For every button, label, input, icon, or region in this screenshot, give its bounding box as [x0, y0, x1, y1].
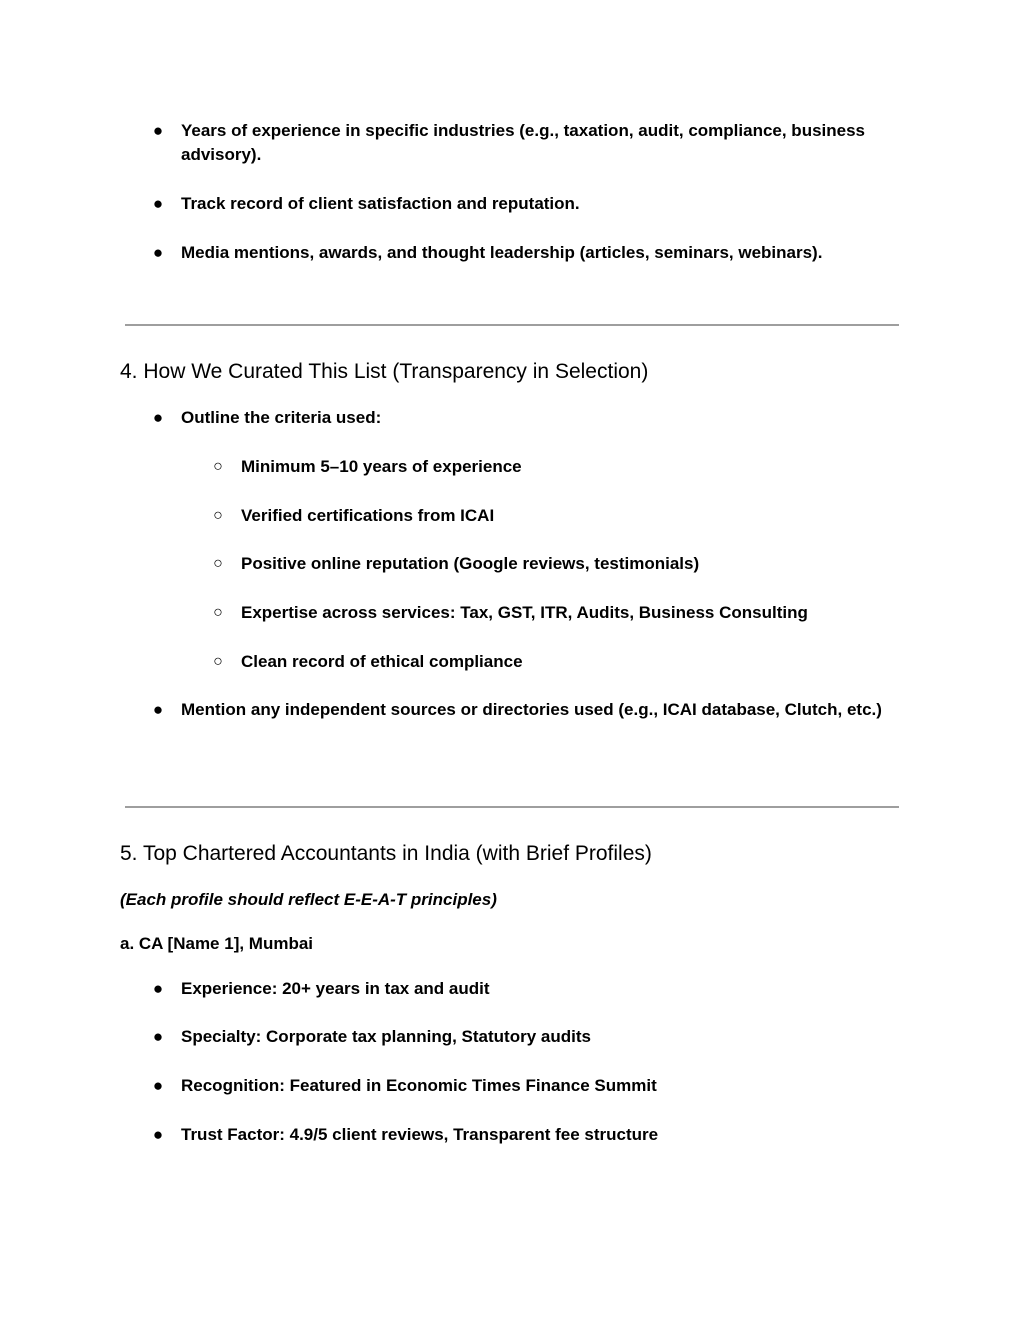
- hollow-bullet-icon: ○: [213, 555, 223, 572]
- bullet-icon: ●: [152, 700, 164, 719]
- list-item-text: Clean record of ethical compliance: [241, 652, 523, 671]
- bullet-icon: ●: [152, 1076, 164, 1095]
- list-item-text: Experience: 20+ years in tax and audit: [181, 979, 490, 998]
- list-item-text: Track record of client satisfaction and reputation.: [181, 194, 580, 213]
- section-note: (Each profile should reflect E-E-A-T principles): [120, 890, 497, 909]
- section-divider: [125, 806, 899, 808]
- list-item: [152, 192, 901, 216]
- section-heading: 4. How We Curated This List (Transparency in Selection): [120, 360, 649, 383]
- list-item-text: Outline the criteria used:: [181, 408, 382, 427]
- list-item: [152, 119, 901, 167]
- list-item: [152, 1074, 901, 1098]
- bullet-icon: ●: [152, 1125, 164, 1144]
- bullet-icon: ●: [152, 1027, 164, 1046]
- hollow-bullet-icon: ○: [213, 458, 223, 475]
- list-item-text: Recognition: Featured in Economic Times Finance Summit: [181, 1076, 657, 1095]
- section-heading: 5. Top Chartered Accountants in India (with Brief Profiles): [120, 842, 652, 865]
- sub-list-item: [213, 455, 901, 479]
- sub-list-item: [213, 504, 901, 528]
- list-item: [152, 1123, 901, 1147]
- bullet-icon: ●: [152, 408, 164, 427]
- list-item-text: Verified certifications from ICAI: [241, 506, 495, 525]
- section-divider: [125, 324, 899, 326]
- list-item-text: Trust Factor: 4.9/5 client reviews, Transparent fee structure: [181, 1125, 659, 1144]
- hollow-bullet-icon: ○: [213, 507, 223, 524]
- bullet-icon: ●: [152, 194, 164, 213]
- bullet-icon: ●: [152, 243, 164, 262]
- list-item-text: Positive online reputation (Google reviews, testimonials): [241, 554, 700, 573]
- list-item-text: Mention any independent sources or directories used (e.g., ICAI database, Clutch, etc.): [181, 700, 882, 719]
- bullet-icon: ●: [152, 979, 164, 998]
- list-item-text: Media mentions, awards, and thought leadership (articles, seminars, webinars).: [181, 243, 823, 262]
- list-item: [152, 406, 901, 430]
- list-item: [152, 698, 901, 722]
- list-item-text: Years of experience in specific industries (e.g., taxation, audit, compliance, business advisory).: [181, 121, 866, 164]
- sub-list-item: [213, 650, 901, 674]
- sub-list-item: [213, 552, 901, 576]
- list-item-text: Minimum 5–10 years of experience: [241, 457, 522, 476]
- hollow-bullet-icon: ○: [213, 653, 223, 670]
- bullet-icon: ●: [152, 121, 164, 140]
- list-item: [152, 1025, 901, 1049]
- sub-list-item: [213, 601, 901, 625]
- hollow-bullet-icon: ○: [213, 604, 223, 621]
- list-item-text: Expertise across services: Tax, GST, ITR, Audits, Business Consulting: [241, 603, 808, 622]
- profile-title: a. CA [Name 1], Mumbai: [120, 934, 314, 953]
- list-item: [152, 977, 901, 1001]
- list-item-text: Specialty: Corporate tax planning, Statutory audits: [181, 1027, 591, 1046]
- list-item: [152, 241, 901, 265]
